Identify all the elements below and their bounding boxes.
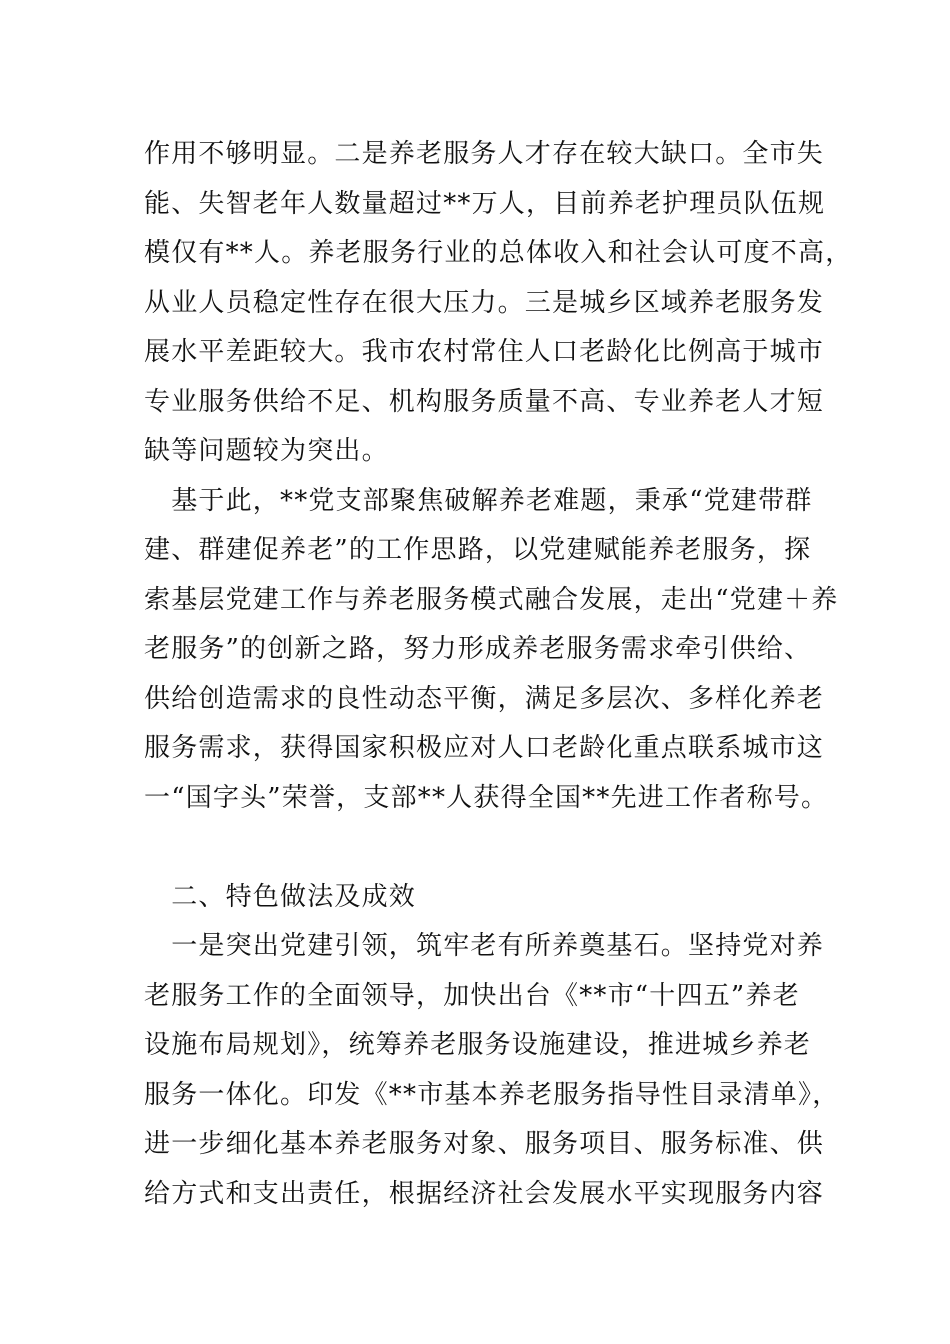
text-line: 从业人员稳定性存在很大压力。三是城乡区域养老服务发: [144, 287, 825, 318]
text-line: 基于此，**党支部聚焦破解养老难题，秉承“党建带群: [144, 485, 813, 516]
text-line: 建、群建促养老”的工作思路，以党建赋能养老服务，探: [144, 535, 812, 565]
text-line: 服务一体化。印发《**市基本养老服务指导性目录清单》，: [144, 1079, 840, 1110]
text-line: 服务需求，获得国家积极应对人口老龄化重点联系城市这: [144, 733, 825, 763]
paragraph-party-leadership: [144, 922, 840, 1219]
document-body: [144, 130, 853, 1219]
text-line: 模仅有**人。养老服务行业的总体收入和社会认可度不高，: [144, 238, 853, 268]
text-line: 老服务”的创新之路，努力形成养老服务需求牵引供给、: [144, 634, 812, 664]
text-line: 供给创造需求的良性动态平衡，满足多层次、多样化养老: [144, 683, 825, 714]
text-line: 作用不够明显。二是养老服务人才存在较大缺口。全市失: [144, 139, 825, 169]
text-line: 老服务工作的全面领导，加快出台《**市“十四五”养老: [144, 980, 800, 1011]
blank-line: [144, 823, 814, 873]
text-line: 专业服务供给不足、机构服务质量不高、专业养老人才短: [144, 386, 825, 417]
text-line: 索基层党建工作与养老服务模式融合发展，走出“党建＋养: [144, 584, 839, 615]
text-line: 缺等问题较为突出。: [144, 436, 389, 466]
text-line: 一是突出党建引领，筑牢老有所养奠基石。坚持党对养: [144, 931, 825, 961]
text-line: 一“国字头”荣誉，支部**人获得全国**先进工作者称号。: [144, 782, 829, 813]
paragraph-party-building: [144, 477, 839, 824]
text-line: 展水平差距较大。我市农村常住人口老龄化比例高于城市: [144, 337, 825, 367]
text-line: 进一步细化基本养老服务对象、服务项目、服务标准、供: [144, 1129, 825, 1159]
paragraph-talent-gap: [144, 130, 853, 477]
text-line: 设施布局规划》，统筹养老服务设施建设，推进城乡养老: [144, 1030, 812, 1060]
text-line: 给方式和支出责任，根据经济社会发展水平实现服务内容: [144, 1178, 825, 1209]
section-heading: 二、特色做法及成效: [144, 881, 417, 912]
text-line: 能、失智老年人数量超过**万人，目前养老护理员队伍规: [144, 188, 826, 219]
